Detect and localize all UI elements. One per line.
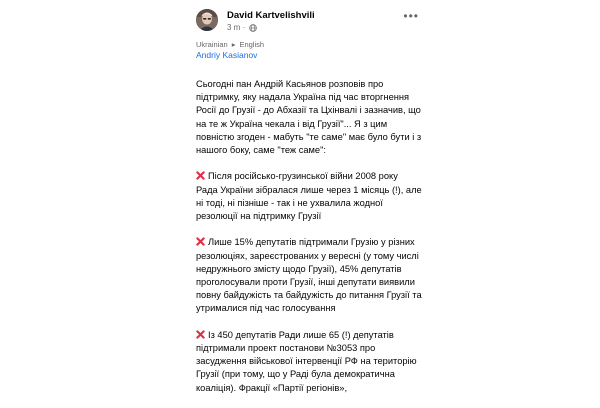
paragraph-text: Лише 15% депутатів підтримали Грузію у різних резолюціях, зареєстрованих у вересні (у тому числі недружнього змісту щодо Грузії), 45% депутатів проголосували проти Грузії, інші депутати виявили повну байдужість та байдужість до питання Грузії та утрималися під час голосування [196,237,422,314]
red-x-icon [196,330,205,339]
meta-separator: · [242,23,246,32]
translator-link[interactable]: Andriy Kasianov [196,50,258,60]
author-name[interactable]: David Kartvelishvili [227,10,315,21]
translation-info [196,40,264,49]
translation-arrow-icon: ▸ [231,40,236,49]
more-options-icon[interactable]: ••• [403,9,419,23]
post-time[interactable]: 3 m [227,23,241,32]
avatar-photo [196,9,218,31]
post-header [193,6,423,36]
post-meta [227,23,257,32]
post-paragraph [196,236,422,315]
paragraph-text: Із 450 депутатів Ради лише 65 (!) депутатів підтримали проект постанови №3053 про засудження військової інтервенції РФ на територію Грузії (при тому, що у Раді була демократична коаліція). Фракції «Партії регіонів», [196,329,417,393]
post-body [196,78,422,408]
globe-icon [249,24,257,32]
red-x-icon [196,171,205,180]
red-x-icon [196,237,205,246]
facebook-post [193,0,423,400]
post-paragraph [196,170,422,223]
post-paragraph [196,329,422,395]
avatar[interactable] [196,9,218,31]
target-language: English [239,40,265,49]
post-paragraph-intro: Сьогодні пан Андрій Касьянов розповів про підтримку, яку надала Україна під час вторгнення Росії до Грузії - до Абхазії та Цхінвалі і зазначив, що на те ж Україна чекала і від Грузії"... Я з цим повністю згоден - мабуть "те саме" має було бути і з нашого боку, саме "теж саме": [196,79,422,156]
paragraph-text: Після російсько-грузинської війни 2008 року Рада України зібралася лише через 1 місяць (!), але ні тоді, ні пізніше - так і не ухвалила жодної резолюції на підтримку Грузії [196,171,422,222]
source-language: Ukrainian [196,40,228,49]
